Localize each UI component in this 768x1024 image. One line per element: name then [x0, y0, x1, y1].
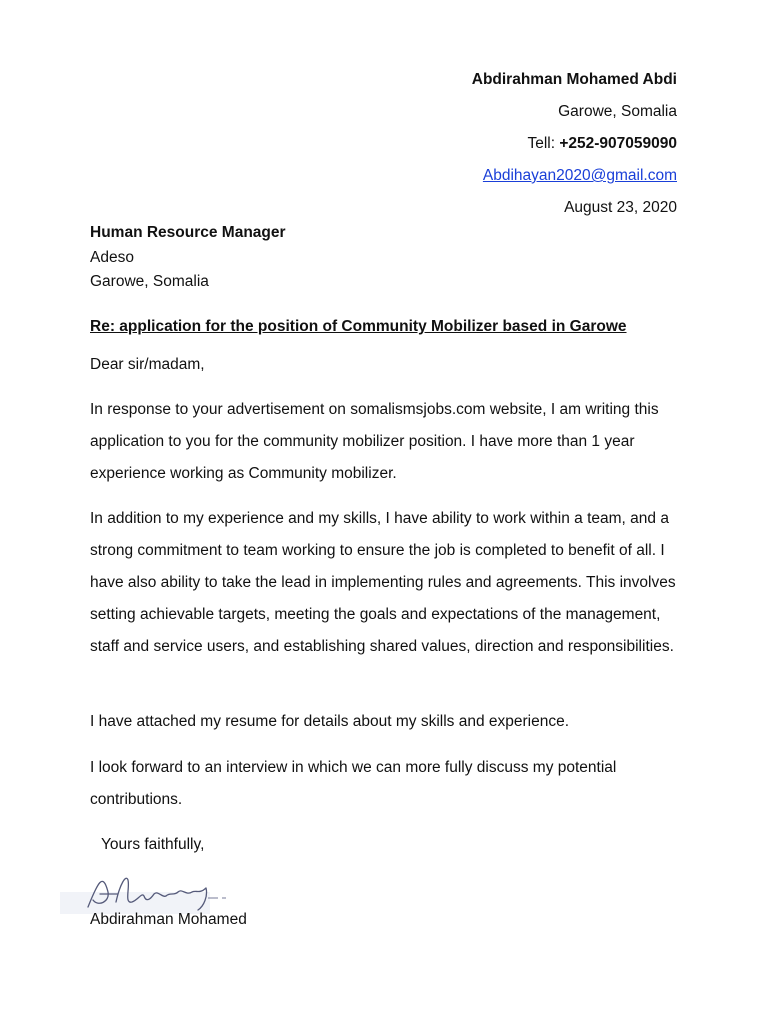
email-link[interactable]: Abdihayan2020@gmail.com [482, 167, 677, 184]
subject-line: Re: application for the position of Community Mobilizer based in Garowe [90, 318, 627, 335]
phone-number: +252-907059090 [559, 135, 677, 152]
closing: Yours faithfully, [101, 836, 205, 853]
recipient-organization: Adeso [90, 248, 134, 266]
letter-date: August 23, 2020 [564, 199, 677, 216]
paragraph-4: I look forward to an interview in which we can more fully discuss my potential contributions. [90, 759, 617, 808]
signer-name: Abdirahman Mohamed [90, 911, 247, 928]
sender-name: Abdirahman Mohamed Abdi [471, 71, 677, 88]
recipient-block [90, 221, 286, 295]
paragraph-3: I have attached my resume for details about my skills and experience. [90, 713, 570, 730]
paragraph-2: In addition to my experience and my skills, I have ability to work within a team, and a strong commitment to team working to ensure the job is completed to benefit of all. I have also ability to take the lead in implementing rules and agreements. This involves setting achievable targets, meeting the goals and expectations of the management, staff and service users, and establishing shared values, direction and responsibilities. [90, 510, 676, 655]
sender-location: Garowe, Somalia [558, 103, 677, 120]
sender-block [472, 68, 677, 228]
sender-phone-line [472, 132, 677, 164]
salutation: Dear sir/madam, [90, 356, 205, 373]
recipient-title: Human Resource Manager [90, 224, 286, 241]
phone-label: Tell: [527, 135, 560, 152]
paragraph-1: In response to your advertisement on somalismsjobs.com website, I am writing this application to you for the community mobilizer position. I have more than 1 year experience working as Community mobilizer. [90, 401, 659, 482]
recipient-location: Garowe, Somalia [90, 273, 209, 290]
